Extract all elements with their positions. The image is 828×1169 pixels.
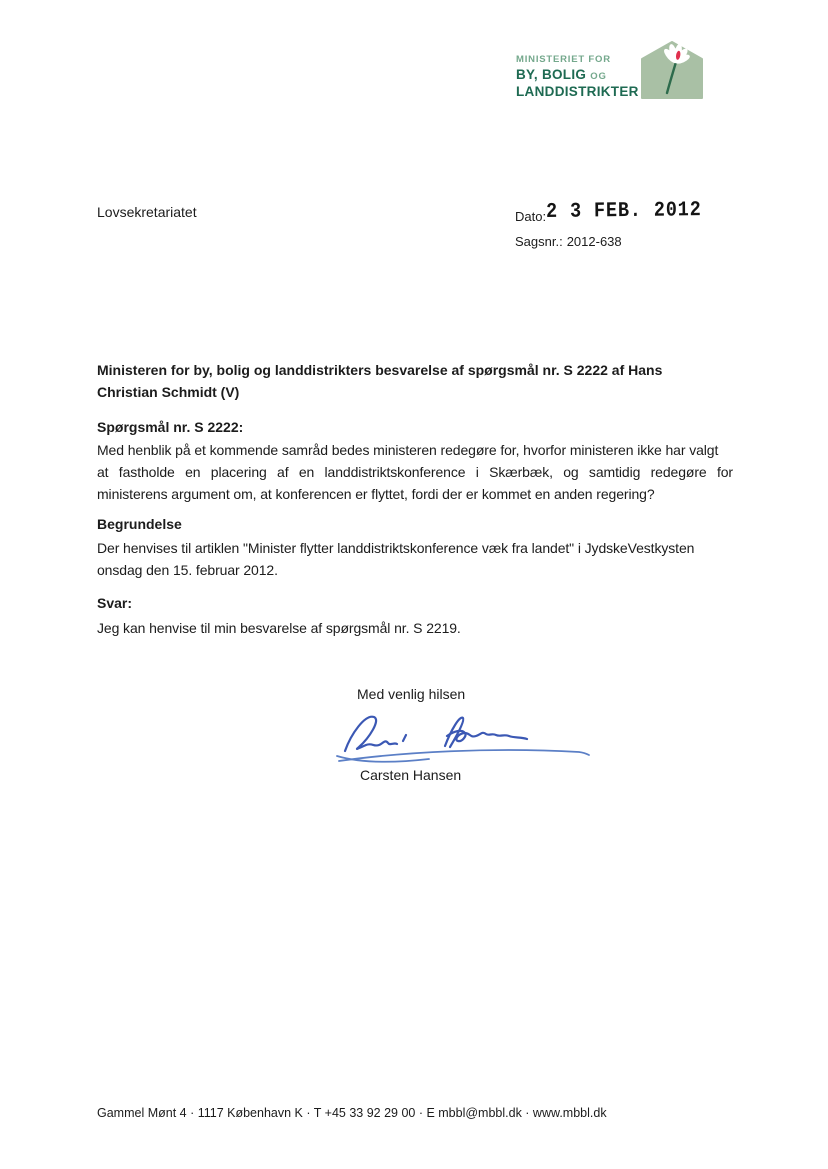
- title-line-2: Christian Schmidt (V): [97, 384, 240, 400]
- logo-line-landdistrikter: LANDDISTRIKTER: [516, 84, 639, 99]
- justification-heading: Begrundelse: [97, 516, 182, 532]
- logo-og: OG: [590, 70, 607, 82]
- ministry-logo-text: [516, 55, 639, 99]
- justification-paragraph: [97, 537, 733, 581]
- question-line-1: Med henblik på et kommende samråd bedes ministeren redegøre for, hvorfor ministeren ikke har valgt: [97, 442, 719, 458]
- footer-contact-line: Gammel Mønt 4 · 1117 København K · T +45 33 92 29 00 · E mbbl@mbbl.dk · www.mbbl.dk: [97, 1106, 607, 1120]
- case-label: Sagsnr.:: [515, 234, 563, 249]
- case-number-line: [515, 234, 622, 249]
- question-line-2: at fastholde en placering af en landdistriktskonference i Skærbæk, og samtidig redegøre for: [97, 464, 733, 480]
- title-line-1: Ministeren for by, bolig og landdistrikters besvarelse af spørgsmål nr. S 2222 af Hans: [97, 362, 663, 378]
- answer-heading: Svar:: [97, 595, 133, 611]
- department-label: Lovsekretariatet: [97, 204, 197, 220]
- logo-line-by-bolig: [516, 68, 639, 82]
- date-label: Dato:: [515, 209, 547, 224]
- logo-by-bolig: BY, BOLIG: [516, 66, 587, 82]
- logo-line-ministeriet: MINISTERIET FOR: [516, 54, 611, 65]
- date-stamp: 2 3 FEB. 2012: [546, 199, 702, 224]
- document-title: [97, 359, 757, 403]
- justification-line-1: Der henvises til artiklen "Minister flytter landdistriktskonference væk fra landet" i JydskeVestkysten: [97, 540, 695, 556]
- salutation: Med venlig hilsen: [357, 686, 466, 702]
- answer-paragraph: [97, 617, 733, 639]
- ministry-house-icon: [640, 40, 704, 100]
- signature-image: [333, 704, 595, 770]
- answer-line: Jeg kan henvise til min besvarelse af spørgsmål nr. S 2219.: [97, 620, 461, 636]
- case-number: 2012-638: [566, 234, 622, 249]
- question-line-3: ministerens argument om, at konferencen er flyttet, fordi der er kommet en anden regering?: [97, 486, 655, 502]
- question-paragraph: [97, 439, 733, 505]
- signer-name: Carsten Hansen: [360, 767, 462, 783]
- justification-line-2: onsdag den 15. februar 2012.: [97, 562, 278, 578]
- question-heading: Spørgsmål nr. S 2222:: [97, 419, 244, 435]
